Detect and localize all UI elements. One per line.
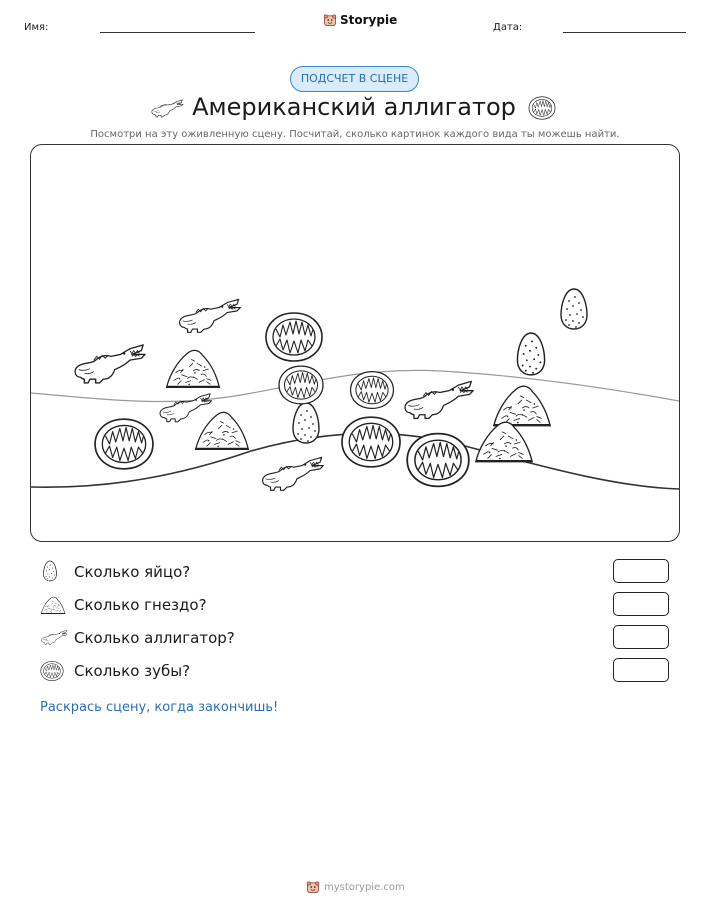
- teeth-5: [342, 417, 400, 467]
- brand-name: Storypie: [340, 13, 398, 27]
- question-row-alligator: [40, 624, 680, 652]
- site-url[interactable]: mystorypie.com: [324, 881, 405, 893]
- teeth-4: [95, 419, 153, 469]
- date-line[interactable]: [563, 32, 686, 33]
- coloring-note: Раскрась сцену, когда закончишь!: [40, 700, 279, 715]
- question-row-nest: [40, 591, 680, 619]
- question-text: Сколько гнездо?: [74, 596, 207, 614]
- counting-scene: [30, 144, 680, 542]
- alligator-icon: [40, 628, 68, 646]
- question-text: Сколько яйцо?: [74, 563, 191, 581]
- alligator-3: [160, 394, 212, 422]
- egg-icon: [40, 560, 60, 582]
- mascot-icon: [306, 880, 320, 894]
- nest-4: [475, 422, 533, 461]
- answer-box-egg[interactable]: [613, 559, 669, 583]
- site-footer: [306, 880, 405, 894]
- teeth-1: [266, 313, 322, 361]
- teeth-icon: [40, 659, 64, 683]
- egg-2: [517, 333, 544, 375]
- teeth-6: [407, 434, 469, 487]
- title-row: [150, 93, 556, 127]
- teeth-3: [351, 372, 394, 409]
- egg-1: [561, 289, 587, 329]
- scene-canvas: [31, 145, 679, 541]
- date-label: Дата:: [493, 22, 523, 33]
- mascot-icon: [323, 13, 337, 27]
- alligator-icon: [150, 97, 184, 119]
- brand-logo: [323, 13, 397, 27]
- answer-box-teeth[interactable]: [613, 658, 669, 682]
- activity-badge: ПОДСЧЕТ В СЦЕНЕ: [290, 66, 419, 92]
- egg-3: [293, 403, 319, 443]
- teeth-2: [279, 366, 323, 404]
- question-text: Сколько аллигатор?: [74, 629, 235, 647]
- page-title: Американский аллигатор: [192, 93, 516, 121]
- answer-box-alligator[interactable]: [613, 625, 669, 649]
- question-row-egg: [40, 558, 680, 586]
- nest-icon: [40, 595, 66, 615]
- question-text: Сколько зубы?: [74, 662, 191, 680]
- nest-1: [166, 350, 220, 387]
- alligator-5: [263, 457, 324, 490]
- name-label: Имя:: [24, 22, 49, 33]
- alligator-4: [405, 381, 473, 418]
- nest-2: [195, 412, 249, 449]
- question-row-teeth: [40, 657, 680, 685]
- teeth-icon: [528, 94, 556, 122]
- alligator-1: [180, 299, 241, 332]
- answer-box-nest[interactable]: [613, 592, 669, 616]
- alligator-2: [75, 345, 145, 383]
- nest-3: [493, 386, 551, 425]
- name-line[interactable]: [100, 32, 255, 33]
- instructions: Посмотри на эту оживленную сцену. Посчитай, сколько картинок каждого вида ты можешь найти.: [90, 129, 620, 140]
